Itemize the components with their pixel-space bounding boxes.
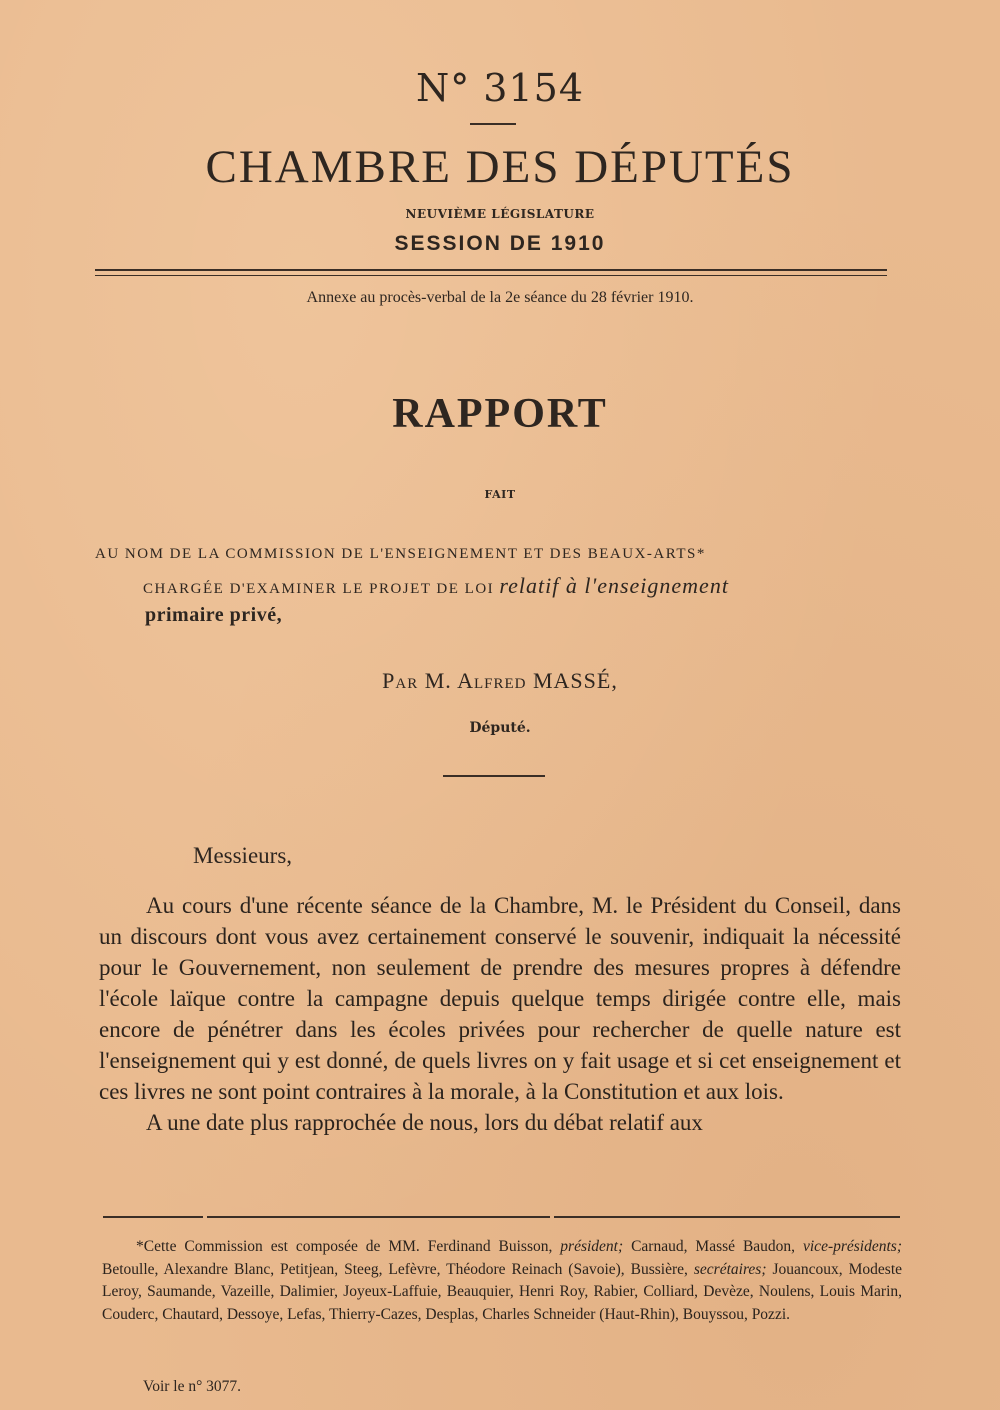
commission-bold: primaire privé, bbox=[145, 604, 283, 626]
footnote-italic-3: secrétaires; bbox=[693, 1260, 767, 1278]
author-par: Par M. Alfred bbox=[382, 668, 533, 693]
footnote-rule-2 bbox=[207, 1216, 550, 1218]
number-rule bbox=[470, 123, 516, 125]
annexe-line: Annexe au procès-verbal de la 2e séance du 28 février 1910. bbox=[306, 289, 694, 306]
commission-line-1: AU NOM DE LA COMMISSION DE L'ENSEIGNEMENT ET DES BEAUX-ARTS* bbox=[95, 546, 706, 562]
author-name: MASSÉ, bbox=[532, 668, 618, 693]
body-text bbox=[99, 890, 901, 1138]
commission-line-2 bbox=[143, 573, 729, 599]
session-label: SESSION DE 1910 bbox=[394, 232, 606, 255]
footnote-text-4: Jouancoux, Modeste Leroy, Saumande, Vazeille, Dalimier, Joyeux-Laffuie, Beauquier, Henri Roy, Rabier, Colliard, Devèze, Noulens, Louis Marin, Couderc, Chautard, Dessoye, Lefas, Thierry-Cazes, Desplas, Charles Schneider (Haut-Rhin), Bouyssou, Pozzi. bbox=[102, 1260, 902, 1323]
header-rule-bottom bbox=[95, 275, 887, 276]
header-rule-top bbox=[95, 269, 887, 271]
footnote-text-2: Carnaud, Massé Baudon, bbox=[623, 1238, 803, 1255]
paragraph-2: A une date plus rapprochée de nous, lors du débat relatif aux bbox=[146, 1110, 703, 1135]
commission-caps: CHARGÉE D'EXAMINER LE PROJET DE LOI bbox=[143, 581, 500, 597]
document-number: N° 3154 bbox=[415, 66, 585, 110]
footnote-italic-2: vice-présidents; bbox=[803, 1238, 902, 1255]
report-title: RAPPORT bbox=[392, 391, 608, 437]
chamber-heading: CHAMBRE DES DÉPUTÉS bbox=[205, 141, 795, 193]
salutation: Messieurs, bbox=[193, 843, 293, 868]
legislature-label: NEUVIÈME LÉGISLATURE bbox=[405, 207, 595, 221]
fait-label: FAIT bbox=[484, 488, 516, 501]
footnote-text-3: Betoulle, Alexandre Blanc, Petitjean, Steeg, Lefèvre, Théodore Reinach (Savoie), Bussière, bbox=[102, 1260, 694, 1278]
paragraph-1: Au cours d'une récente séance de la Chambre, M. le Président du Conseil, dans un discours dont vous avez certainement conservé le souvenir, indiquait la nécessité pour le Gouvernement, non seulement de prendre des mesures propres à défendre l'école laïque contre la campagne depuis quelque temps dirigée contre elle, mais encore de pénétrer dans les écoles privées pour rechercher de quelle nature est l'enseignement qui y est donné, de quels livres on y fait usage et si cet enseignement et ces livres ne sont point contraires à la morale, à la Constitution et aux lois. bbox=[99, 893, 901, 1104]
author-role: Député. bbox=[469, 720, 531, 736]
commission-italic: relatif à l'enseignement bbox=[499, 573, 729, 598]
section-rule bbox=[443, 775, 545, 777]
footnote-italic-1: président; bbox=[560, 1238, 624, 1255]
footnote-paragraph bbox=[102, 1236, 902, 1326]
footnote-rule-3 bbox=[554, 1216, 900, 1218]
commission-line-3 bbox=[145, 604, 282, 627]
footnote bbox=[102, 1236, 902, 1326]
see-reference: Voir le n° 3077. bbox=[143, 1378, 242, 1395]
footnote-text-1: *Cette Commission est composée de MM. Ferdinand Buisson, bbox=[136, 1238, 561, 1255]
author-line bbox=[0, 668, 1000, 694]
footnote-rule-1 bbox=[103, 1216, 203, 1218]
